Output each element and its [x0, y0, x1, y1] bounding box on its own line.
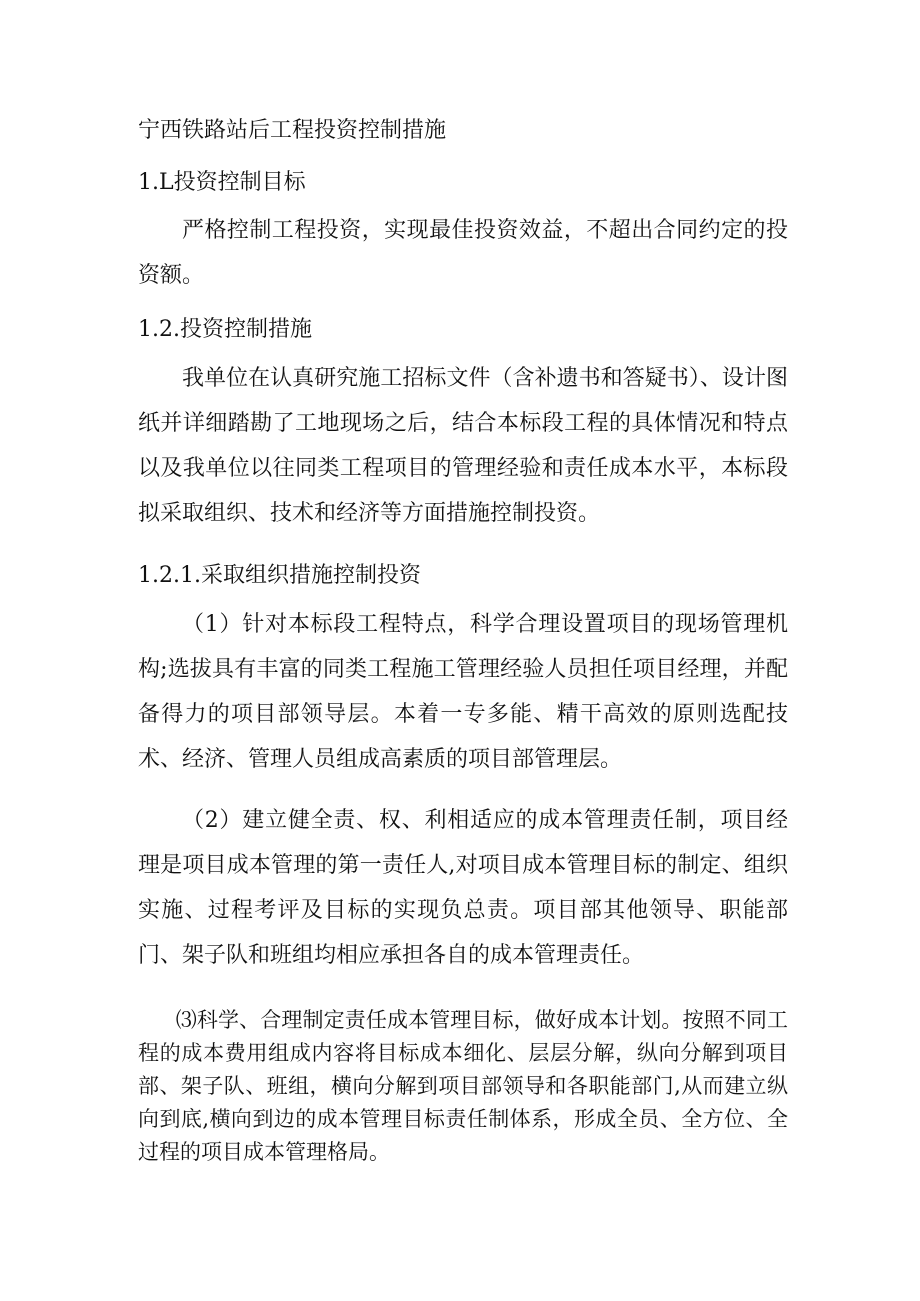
paragraph-investment-target: 严格控制工程投资，实现最佳投资效益，不超出合同约定的投资额。: [138, 218, 788, 288]
paragraph-investment-measures: 我单位在认真研究施工招标文件（含补遗书和答疑书）、设计图纸并详细踏勘了工地现场之后，结合本标段工程的具体情况和特点以及我单位以往同类工程项目的管理经验和责任成本水平，本标段拟采取组织、技术和经济等方面措施控制投资。: [138, 366, 788, 526]
section-heading-investment-target: 1.L投资控制目标: [138, 170, 306, 195]
document-title: 宁西铁路站后工程投资控制措施: [138, 118, 447, 143]
section-heading-investment-measures: 1.2.投资控制措施: [138, 317, 312, 342]
section-heading-organizational-measures: 1.2.1.采取组织措施控制投资: [138, 563, 421, 588]
paragraph-organizational-item-3: ⑶科学、合理制定责任成本管理目标，做好成本计划。按照不同工程的成本费用组成内容将目标成本细化、层层分解，纵向分解到项目部、架子队、班组，横向分解到项目部领导和各职能部门,从而建立纵向到底,横向到边的成本管理目标责任制体系，形成全员、全方位、全过程的项目成本管理格局。: [138, 1008, 788, 1164]
paragraph-organizational-item-2: （2）建立健全责、权、利相适应的成本管理责任制，项目经理是项目成本管理的第一责任人,对项目成本管理目标的制定、组织实施、过程考评及目标的实现负总责。项目部其他领导、职能部门、架子队和班组均相应承担各自的成本管理责任。: [138, 808, 788, 968]
paragraph-organizational-item-1: （1）针对本标段工程特点，科学合理设置项目的现场管理机构;选拔具有丰富的同类工程施工管理经验人员担任项目经理，并配备得力的项目部领导层。本着一专多能、精干高效的原则选配技术、经济、管理人员组成高素质的项目部管理层。: [138, 612, 788, 772]
